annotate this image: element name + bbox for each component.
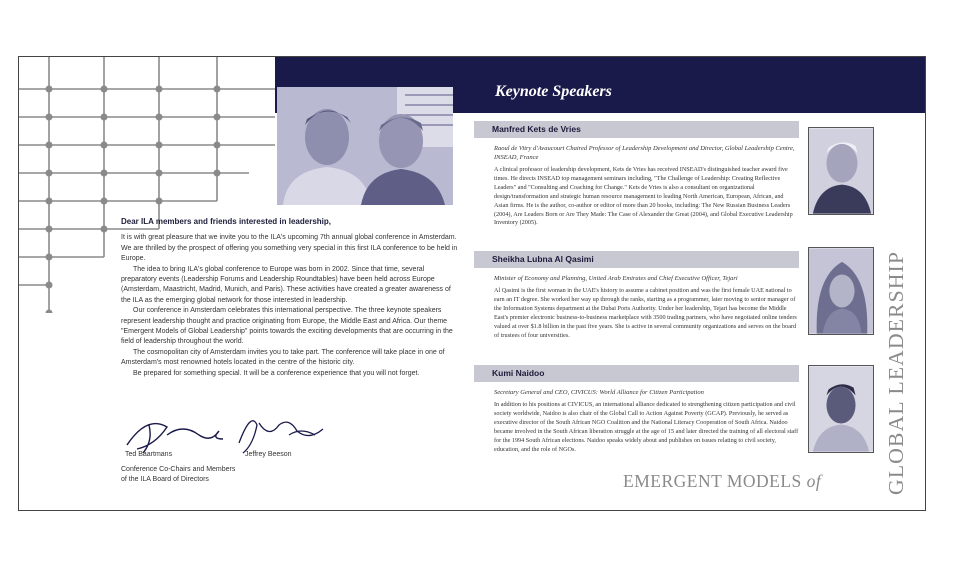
co-chairs-photo bbox=[277, 87, 453, 205]
theme-line-2: GLOBAL LEADERSHIP bbox=[884, 260, 908, 495]
speaker-bio-2: Al Qasimi is the first woman in the UAE's history to assume a cabinet position and was the first female UAE national to earn an IT degree. She worked her way up through the ranks, starting as a programmer, later moving to senior manager of the Information Systems department at the Dubai Ports Authority. Under her leadership, Tejari has become the Middle East's premier electronic business-to-business marketplace with 3500 trading partners, who have negotiated online tenders valued at over $1.8 billion in the past five years. She is active in several community organizations and serves on the board of trustees of four universities. bbox=[494, 287, 797, 339]
letter-paragraph-1: It is with great pleasure that we invite you to the ILA's upcoming 7th annual global conference in Amsterdam. We are thrilled by the prospect of offering you something very special in this first ILA conference to be held in Europe. bbox=[121, 234, 458, 263]
signer-name-2: Jeffrey Beeson bbox=[245, 451, 292, 458]
speaker-role-3: Secretary General and CEO, CIVICUS: World Alliance for Citizen Participation bbox=[494, 389, 704, 396]
speaker-role-2: Minister of Economy and Planning, United Arab Emirates and Chief Executive Officer, Tejari bbox=[494, 275, 738, 282]
speaker-photo-3 bbox=[808, 365, 874, 453]
signer-role bbox=[121, 465, 281, 485]
letter-paragraph-3: Our conference in Amsterdam celebrates this international perspective. The three keynote speakers represent leadership thought and practice originating from Europe, the Middle East and Africa. Our theme "Emergent Models of Global Leadership" points towards the exciting developments that are occurring in the field of leadership throughout the world. bbox=[121, 307, 453, 346]
letter-paragraph-2: The idea to bring ILA's global conference to Europe was born in 2002. Since that time, several preparatory events (Leadership Forums and Leadership Roundtables) have been held across Europe (Amsterdam, Maastricht, Madrid, Munich, and Paris). These activities have created a greater awareness of the ILA as the emerging global network for those interested in leadership. bbox=[121, 265, 451, 304]
keynote-title: Keynote Speakers bbox=[495, 83, 612, 100]
speaker-name-3: Kumi Naidoo bbox=[474, 365, 799, 382]
letter-paragraph-4: The cosmopolitan city of Amsterdam invites you to take part. The conference will take place in one of Amsterdam's most renowned hotels located in the centre of the historic city. bbox=[121, 348, 445, 367]
letter-salutation: Dear ILA members and friends interested in leadership, bbox=[121, 217, 331, 226]
speaker-name-2: Sheikha Lubna Al Qasimi bbox=[474, 251, 799, 268]
speaker-block-3 bbox=[474, 365, 799, 454]
speaker-bio-3: In addition to his positions at CIVICUS, an international alliance dedicated to strengthening citizen participation and civil society worldwide, Naidoo is also chair of the Global Call to Action Against Poverty (GCAP). Previously, he served as executive director of the South African NGO Coalition and the National Literacy Cooperation of South Africa. Naidoo became involved in the South African liberation struggle at the age of 15 and later directed the training of all electoral staff for the 1994 South African elections. Naidoo speaks widely about and publishes on issues relating to civil society, education, and the role of NGOs. bbox=[494, 401, 799, 453]
theme-line-1: EMERGENT MODELS bbox=[623, 471, 802, 491]
speaker-block-2 bbox=[474, 251, 799, 340]
brochure-spread bbox=[18, 56, 926, 511]
signer-name-1: Ted Baartmans bbox=[125, 451, 173, 458]
speaker-role-1: Raoul de Vitry d'Avaucourt Chaired Professor of Leadership Development and Director, Global Leadership Centre, INSEAD, France bbox=[494, 145, 795, 161]
speaker-photo-2 bbox=[808, 247, 874, 335]
welcome-letter bbox=[121, 217, 461, 379]
theme-of: of bbox=[806, 471, 822, 491]
speaker-name-1: Manfred Kets de Vries bbox=[474, 121, 799, 138]
theme-title-vertical bbox=[875, 247, 915, 502]
signer-role-line-1: Conference Co-Chairs and Members bbox=[121, 466, 236, 473]
speaker-bio-1: A clinical professor of leadership development, Kets de Vries has received INSEAD's distinguished teacher award five times. He directs INSEAD top management seminars including, "The Challenge of Leadership: Creating Reflective Leaders" and "Consulting and Coaching for Change." Kets de Vries is also a consultant on organizational design/transformation and strategic human resource management to leading North American, European, African, and Asian firms. He is the author, co-author or editor of more than 20 books, including: The New Russian Business Leaders (2004), Are Leaders Born or Are They Made: The Case of Alexander the Great (2004), and Global Executive Leadership Inventory (2005). bbox=[494, 166, 793, 227]
signer-role-line-2: of the ILA Board of Directors bbox=[121, 476, 209, 483]
speaker-block-1 bbox=[474, 121, 799, 228]
letter-paragraph-5: Be prepared for something special. It will be a conference experience that you will not forget. bbox=[133, 369, 420, 377]
theme-title-horizontal bbox=[623, 471, 821, 492]
speaker-photo-1 bbox=[808, 127, 874, 215]
